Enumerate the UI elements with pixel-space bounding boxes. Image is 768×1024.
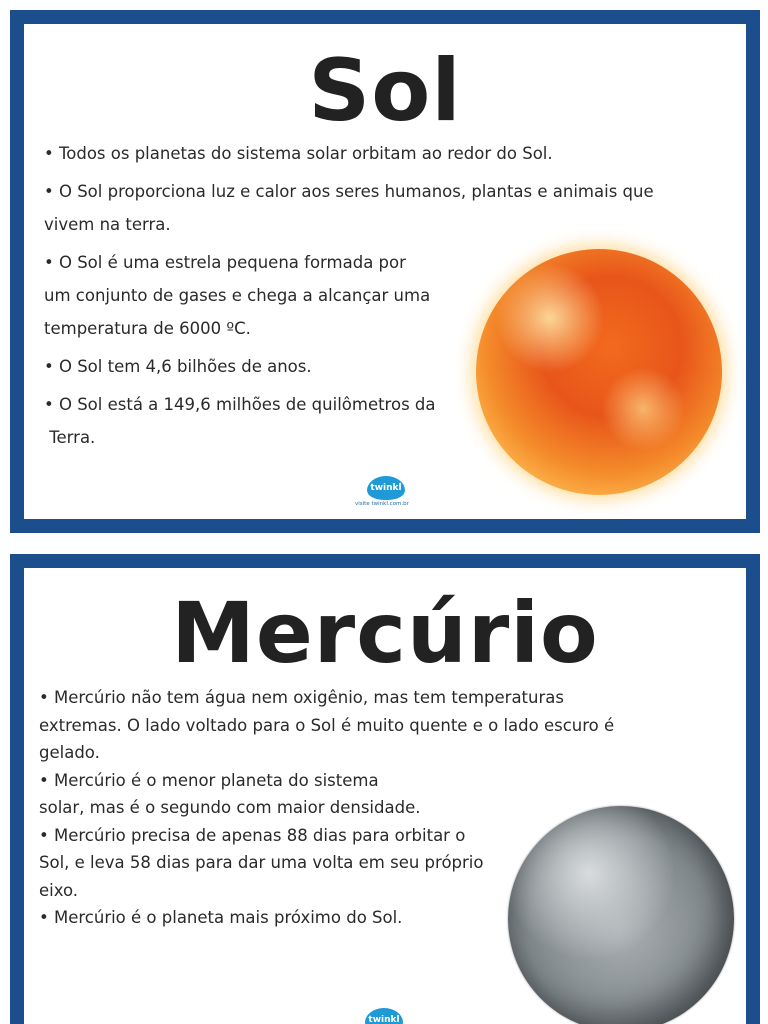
- mercurio-title: Mercúrio: [171, 584, 599, 682]
- sol-line-2: • O Sol proporciona luz e calor aos seres humanos, plantas e animais que: [44, 182, 654, 201]
- sol-line-8: • O Sol está a 149,6 milhões de quilômetros da: [44, 395, 436, 414]
- mercurio-line-7: Sol, e leva 58 dias para dar uma volta em seu próprio: [39, 853, 484, 872]
- sol-line-3: vivem na terra.: [44, 215, 171, 234]
- mercurio-line-2: extremas. O lado voltado para o Sol é muito quente e o lado escuro é: [39, 716, 615, 735]
- sun-image: [476, 249, 722, 495]
- sol-line-1: • Todos os planetas do sistema solar orbitam ao redor do Sol.: [44, 144, 553, 163]
- mercurio-line-3: gelado.: [39, 743, 100, 762]
- mercurio-line-5: solar, mas é o segundo com maior densidade.: [39, 798, 421, 817]
- mercurio-line-4: • Mercúrio é o menor planeta do sistema: [39, 771, 379, 790]
- twinkl-logo-2: twinkl: [365, 1008, 403, 1024]
- sol-line-6: temperatura de 6000 ºC.: [44, 319, 251, 338]
- sol-line-9: Terra.: [44, 428, 96, 447]
- twinkl-url: visite twinkl.com.br: [355, 501, 409, 507]
- mercurio-line-8: eixo.: [39, 881, 79, 900]
- mercurio-line-1: • Mercúrio não tem água nem oxigênio, mas tem temperaturas: [39, 688, 564, 707]
- sol-line-4: • O Sol é uma estrela pequena formada por: [44, 253, 406, 272]
- twinkl-logo: twinkl: [367, 476, 405, 500]
- sol-card: [10, 10, 760, 533]
- mercurio-card: [10, 554, 760, 1024]
- sol-line-5: um conjunto de gases e chega a alcançar uma: [44, 286, 431, 305]
- mercurio-card-inner: [24, 568, 746, 1024]
- sol-card-inner: [24, 24, 746, 519]
- sol-line-7: • O Sol tem 4,6 bilhões de anos.: [44, 357, 312, 376]
- mercury-image: [508, 806, 734, 1024]
- mercurio-line-9: • Mercúrio é o planeta mais próximo do Sol.: [39, 908, 403, 927]
- mercurio-line-6: • Mercúrio precisa de apenas 88 dias para orbitar o: [39, 826, 466, 845]
- sol-title: Sol: [308, 41, 462, 141]
